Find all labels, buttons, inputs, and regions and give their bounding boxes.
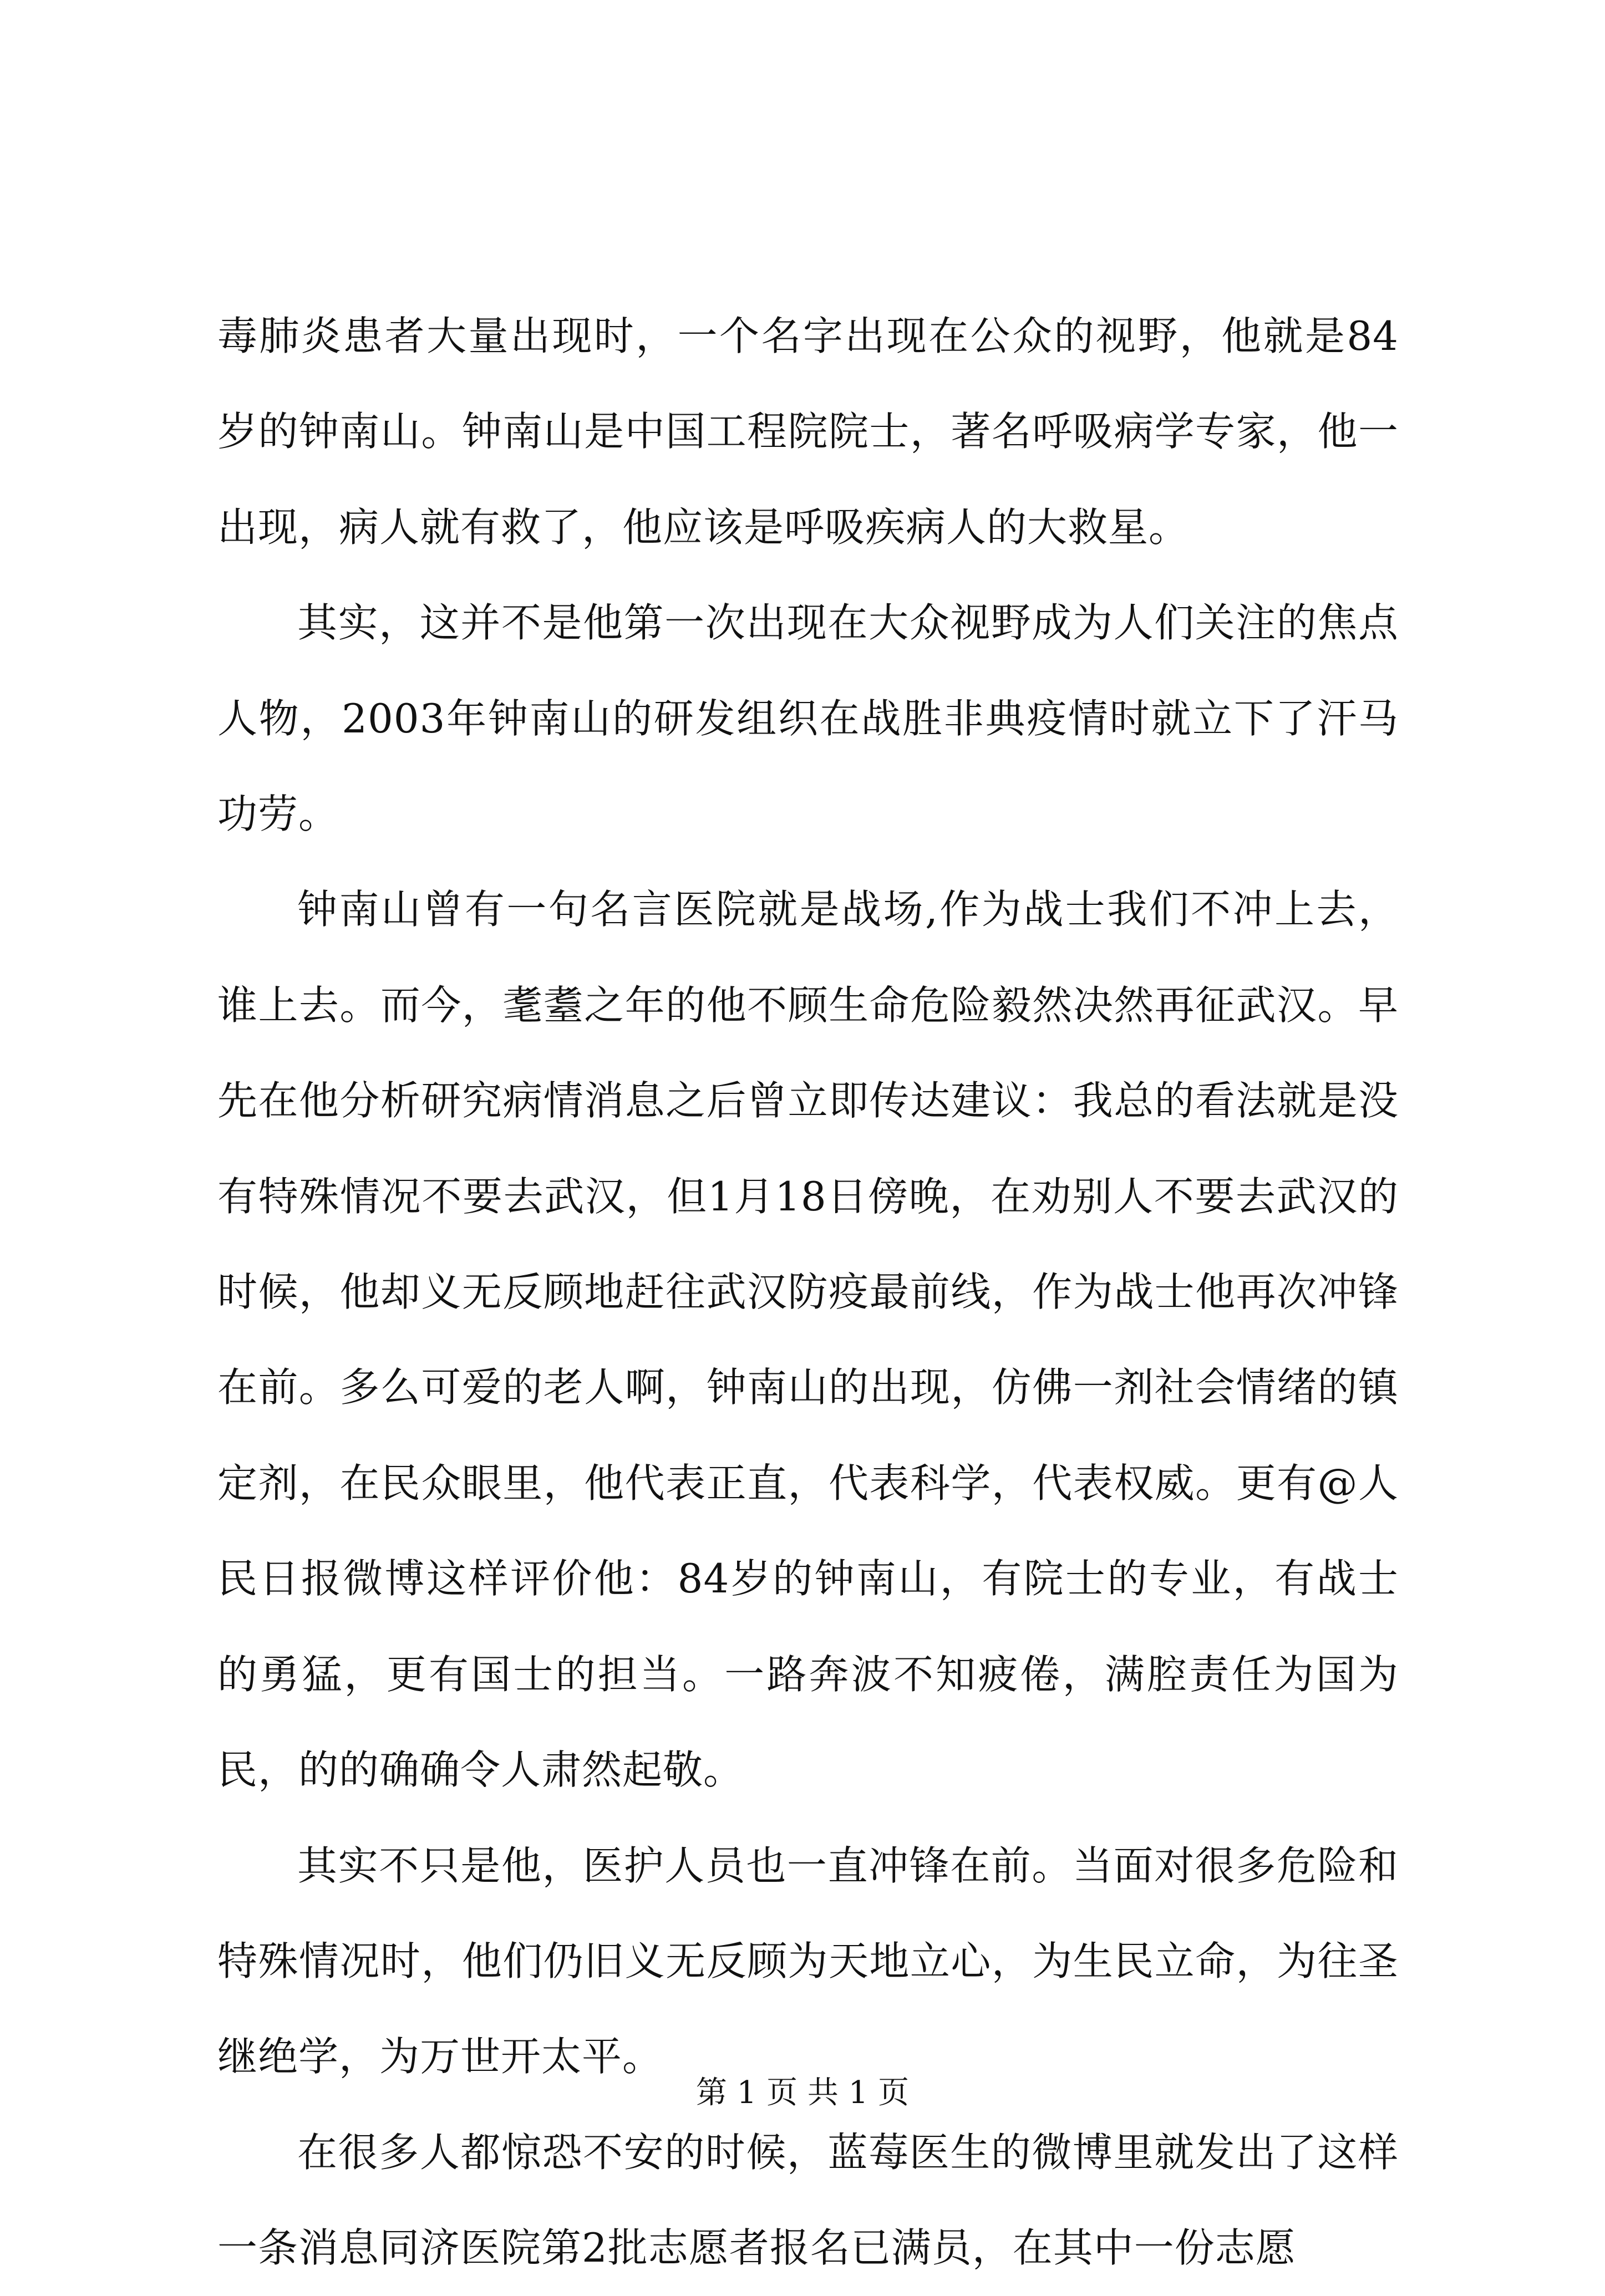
page-footer	[0, 2074, 1605, 2112]
paragraph-4: 其实不只是他，医护人员也一直冲锋在前。当面对很多危险和特殊情况时，他们仍旧义无反顾为天地立心，为生民立命，为往圣继绝学，为万世开太平。	[217, 1842, 1399, 2080]
paragraph-3: 钟南山曾有一句名言医院就是战场,作为战士我们不冲上去，谁上去。而今，耄耋之年的他不顾生命危险毅然决然再征武汉。早先在他分析研究病情消息之后曾立即传达建议：我总的看法就是没有特殊情况不要去武汉，但1月18日傍晚，在劝别人不要去武汉的时候，他却义无反顾地赶往武汉防疫最前线，作为战士他再次冲锋在前。多么可爱的老人啊，钟南山的出现，仿佛一剂社会情绪的镇定剂，在民众眼里，他代表正直，代表科学，代表权威。更有@人民日报微博这样评价他：84岁的钟南山，有院士的专业，有战士的勇猛，更有国士的担当。一路奔波不知疲倦，满腔责任为国为民，的的确确令人肃然起敬。	[217, 886, 1399, 1794]
paragraph-1: 毒肺炎患者大量出现时，一个名字出现在公众的视野，他就是84岁的钟南山。钟南山是中国工程院院士，著名呼吸病学专家，他一出现，病人就有救了，他应该是呼吸疾病人的大救星。	[217, 313, 1399, 551]
paragraph-2: 其实，这并不是他第一次出现在大众视野成为人们关注的焦点人物，2003年钟南山的研发组织在战胜非典疫情时就立下了汗马功劳。	[217, 599, 1399, 838]
body-text	[217, 288, 1399, 2296]
page-number-label: 第 1 页 共 1 页	[695, 2075, 910, 2111]
paragraph-5: 在很多人都惊恐不安的时候，蓝莓医生的微博里就发出了这样一条消息同济医院第2批志愿者报名已满员，在其中一份志愿	[217, 2129, 1399, 2272]
